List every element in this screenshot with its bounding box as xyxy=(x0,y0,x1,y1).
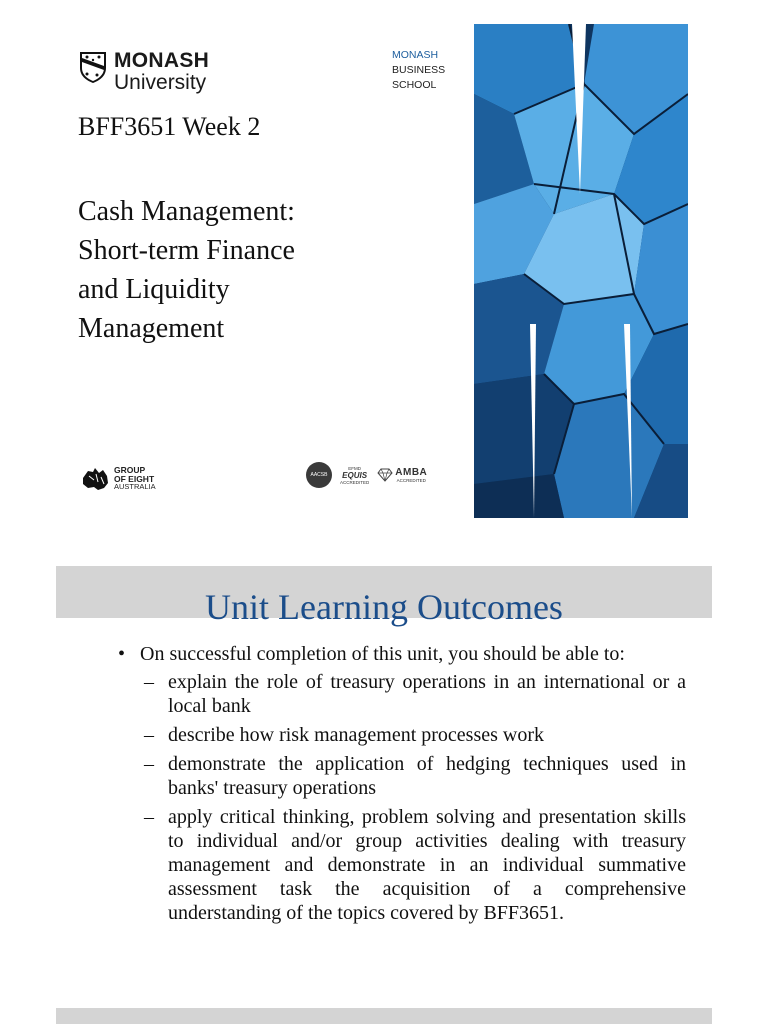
equis-bottom: ACCREDITED xyxy=(340,479,370,485)
equis-main: EQUIS xyxy=(342,470,368,480)
group-of-eight-logo xyxy=(80,466,156,492)
course-week-heading: BFF3651 Week 2 xyxy=(78,112,261,141)
dash-icon: – xyxy=(144,753,154,775)
amba-main: AMBA xyxy=(395,467,428,478)
australia-map-icon xyxy=(80,466,110,492)
outcome-text: apply critical thinking, problem solving and presentation skills to individual and/or group activities dealing with treasury management and demonstrate in an individual summative assessment task the acquisition of a comprehensive understanding of the topics covered by BFF3651. xyxy=(168,806,686,924)
outcome-text: demonstrate the application of hedging techniques used in banks' treasury operations xyxy=(168,753,686,799)
title-line: and Liquidity xyxy=(78,274,230,305)
title-line: Cash Management: xyxy=(78,196,295,227)
outcomes-list xyxy=(112,642,686,930)
outcome-text: describe how risk management processes work xyxy=(168,724,544,746)
diamond-icon xyxy=(377,468,393,482)
intro-bullet-text: On successful completion of this unit, you should be able to: xyxy=(140,643,625,665)
title-line: Short-term Finance xyxy=(78,235,295,266)
bullet-dot-icon: • xyxy=(118,643,126,665)
aacsb-label: AACSB xyxy=(310,472,328,478)
monash-university-logo xyxy=(78,50,209,94)
dash-icon: – xyxy=(144,671,154,693)
logo-line-1: MONASH xyxy=(114,49,210,72)
outcome-text: explain the role of treasury operations in an international or a local bank xyxy=(168,671,686,717)
go8-line-3: AUSTRALIA xyxy=(114,482,156,492)
lecture-title xyxy=(78,192,378,348)
school-line-1: MONASH xyxy=(392,49,439,61)
accreditation-logos xyxy=(306,462,427,488)
blue-geometric-architecture-photo xyxy=(474,24,688,518)
logo-line-2: University xyxy=(114,71,207,94)
monash-crest-icon xyxy=(78,50,108,84)
learning-outcomes-slide xyxy=(56,566,712,976)
school-line-2: BUSINESS xyxy=(392,64,446,76)
outcome-item xyxy=(112,670,686,718)
equis-top: EFMD xyxy=(348,465,361,471)
go8-line-2: OF EIGHT xyxy=(114,473,155,484)
amba-bottom: ACCREDITED xyxy=(396,478,426,483)
amba-logo xyxy=(377,467,427,483)
monash-business-school-label xyxy=(392,48,445,93)
dash-icon: – xyxy=(144,724,154,746)
slide-title: Unit Learning Outcomes xyxy=(205,587,563,627)
aacsb-badge-icon xyxy=(306,462,332,488)
equis-logo xyxy=(340,466,369,485)
go8-line-1: GROUP xyxy=(114,465,146,476)
next-slide-header-bar xyxy=(56,1008,712,1024)
intro-bullet xyxy=(112,642,686,666)
title-line: Management xyxy=(78,313,225,344)
dash-icon: – xyxy=(144,806,154,828)
outcome-item xyxy=(112,805,686,925)
school-line-3: SCHOOL xyxy=(392,79,437,91)
outcome-item xyxy=(112,752,686,800)
outcome-item xyxy=(112,723,686,747)
title-slide xyxy=(56,24,712,520)
